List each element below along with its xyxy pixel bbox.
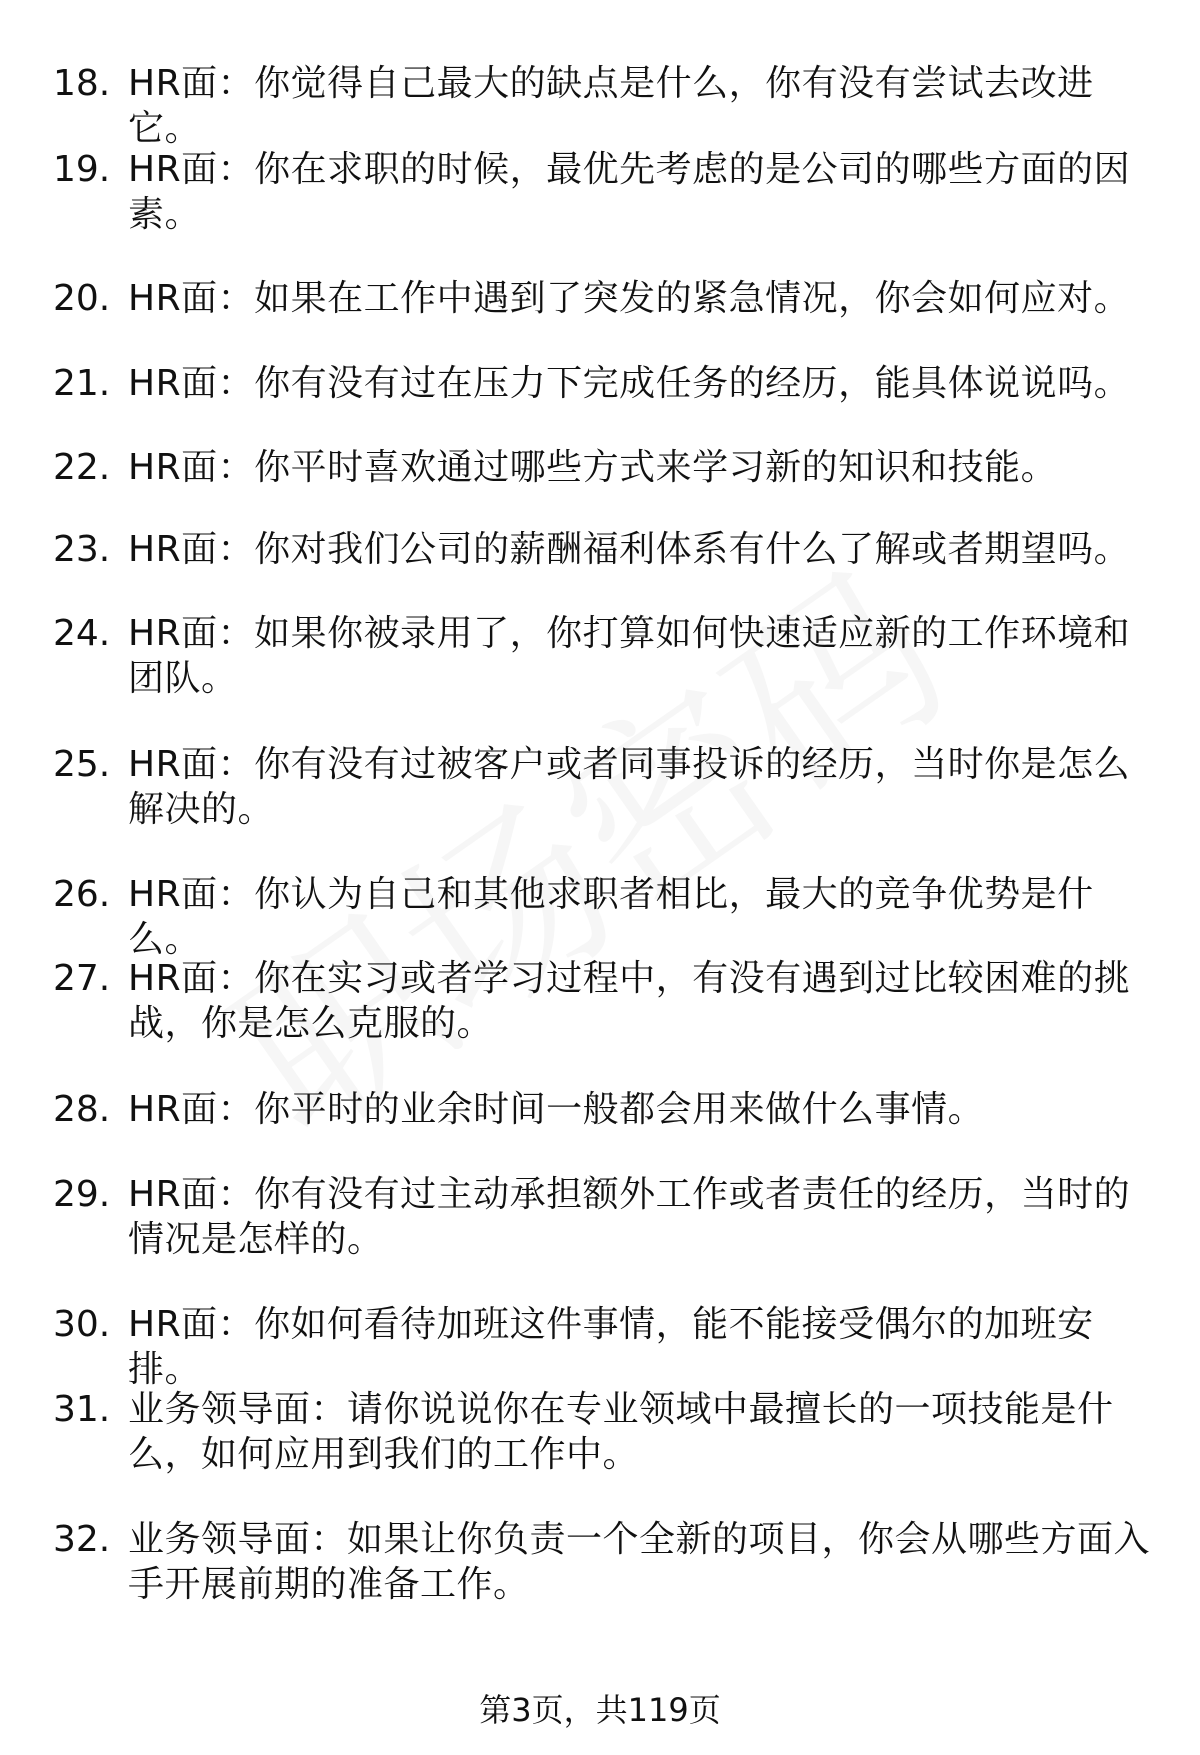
item-text: 业务领导面：请你说说你在专业领域中最擅长的一项技能是什么，如何应用到我们的工作中。 — [128, 1389, 1114, 1475]
item-number: 21. — [53, 363, 111, 404]
item-number: 22. — [53, 447, 111, 488]
item-text: HR面：你平时的业余时间一般都会用来做什么事情。 — [128, 1089, 985, 1130]
item-number: 23. — [53, 529, 111, 570]
item-text: HR面：你有没有过在压力下完成任务的经历，能具体说说吗。 — [128, 363, 1131, 404]
item-number: 25. — [53, 744, 111, 785]
item-number: 29. — [53, 1174, 111, 1215]
item-number: 18. — [53, 63, 111, 104]
item-text: HR面：如果在工作中遇到了突发的紧急情况，你会如何应对。 — [128, 278, 1131, 319]
item-number: 28. — [53, 1089, 111, 1130]
item-text: HR面：你在实习或者学习过程中，有没有遇到过比较困难的挑战，你是怎么克服的。 — [128, 958, 1131, 1044]
item-text: HR面：你在求职的时候，最优先考虑的是公司的哪些方面的因素。 — [128, 149, 1131, 235]
item-number: 19. — [53, 149, 111, 190]
item-text: HR面：你对我们公司的薪酬福利体系有什么了解或者期望吗。 — [128, 529, 1131, 570]
item-number: 30. — [53, 1304, 111, 1345]
item-text: HR面：你觉得自己最大的缺点是什么，你有没有尝试去改进它。 — [128, 63, 1094, 149]
item-text: HR面：你有没有过被客户或者同事投诉的经历，当时你是怎么解决的。 — [128, 744, 1131, 830]
item-text: HR面：如果你被录用了，你打算如何快速适应新的工作环境和团队。 — [128, 613, 1131, 699]
page-footer: 第3页，共119页 — [479, 1691, 721, 1729]
item-number: 26. — [53, 874, 111, 915]
item-text: HR面：你平时喜欢通过哪些方式来学习新的知识和技能。 — [128, 447, 1058, 488]
item-number: 24. — [53, 613, 111, 654]
item-text: HR面：你如何看待加班这件事情，能不能接受偶尔的加班安排。 — [128, 1304, 1094, 1390]
item-number: 27. — [53, 958, 111, 999]
item-text: 业务领导面：如果让你负责一个全新的项目，你会从哪些方面入手开展前期的准备工作。 — [128, 1519, 1151, 1605]
item-number: 20. — [53, 278, 111, 319]
item-number: 32. — [53, 1519, 111, 1560]
item-number: 31. — [53, 1389, 111, 1430]
item-text: HR面：你有没有过主动承担额外工作或者责任的经历，当时的情况是怎样的。 — [128, 1174, 1131, 1260]
item-text: HR面：你认为自己和其他求职者相比，最大的竞争优势是什么。 — [128, 874, 1094, 960]
